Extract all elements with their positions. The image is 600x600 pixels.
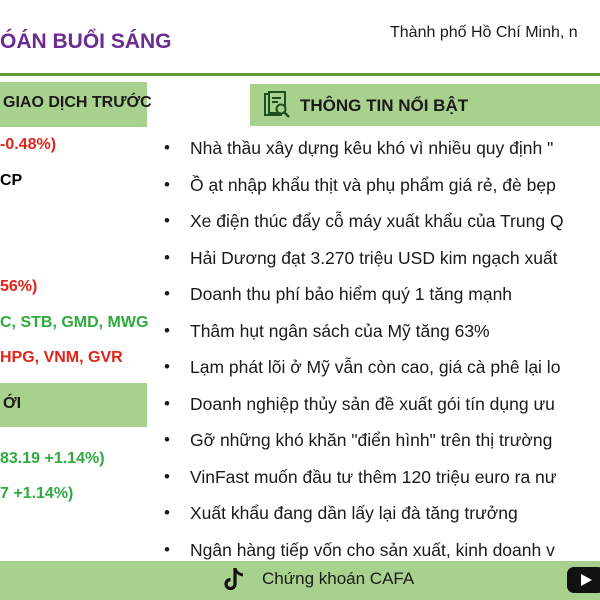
- previous-session-header: [0, 82, 152, 127]
- tiktok-icon[interactable]: [222, 567, 246, 593]
- list-item: • VinFast muốn đầu tư thêm 120 triệu euro ra nư: [164, 466, 557, 487]
- location-date: Thành phố Hồ Chí Minh, n: [390, 24, 578, 41]
- list-item: • Gỡ những khó khăn "điển hình" trên thị trường: [164, 430, 553, 450]
- page-title: ÓÁN BUỔI SÁNG: [0, 30, 172, 53]
- highlights-header: [250, 84, 600, 126]
- world-index-1: 83.19 +1.14%): [0, 450, 105, 467]
- youtube-icon[interactable]: [566, 566, 600, 594]
- secondary-change: 56%): [0, 278, 38, 295]
- cp-line: CP: [0, 172, 23, 189]
- brand-name: Chứng khoán CAFA: [262, 569, 415, 588]
- highlights-title: THÔNG TIN NỔI BẬT: [300, 96, 469, 115]
- footer-bar: [0, 561, 600, 600]
- highlights-list: [160, 134, 600, 572]
- top-gainers: C, STB, GMD, MWG: [0, 314, 149, 331]
- list-item: • Thâm hụt ngân sách của Mỹ tăng 63%: [164, 320, 490, 341]
- header-divider: [0, 73, 600, 76]
- index-change: -0.48%): [0, 136, 57, 153]
- list-item: • Xe điện thúc đẩy cỗ máy xuất khẩu của Trung Q: [164, 211, 564, 231]
- list-item: • Lạm phát lõi ở Mỹ vẫn còn cao, giá cà phê lại lo: [164, 357, 561, 377]
- list-item: • Doanh nghiệp thủy sản đề xuất gói tín dụng ưu: [164, 393, 555, 414]
- list-item: • Hải Dương đạt 3.270 triệu USD kim ngạch xuất: [164, 247, 558, 268]
- previous-session-title: GIAO DỊCH TRƯỚC: [3, 94, 152, 111]
- list-item: • Ngân hàng tiếp vốn cho sản xuất, kinh doanh v: [164, 539, 555, 560]
- list-item: • Xuất khẩu đang dần lấy lại đà tăng trưởng: [164, 503, 518, 523]
- world-markets-title: ỚI: [3, 395, 22, 412]
- news-search-icon: [264, 91, 290, 119]
- world-markets-header: [0, 383, 147, 427]
- list-item: • Ồ ạt nhập khẩu thịt và phụ phẩm giá rẻ, đè bẹp: [164, 174, 556, 195]
- top-losers: HPG, VNM, GVR: [0, 349, 123, 366]
- list-item: • Nhà thầu xây dựng kêu khó vì nhiều quy định ": [164, 138, 554, 158]
- list-item: • Doanh thu phí bảo hiểm quý 1 tăng mạnh: [164, 284, 513, 304]
- world-index-2: 7 +1.14%): [0, 485, 74, 502]
